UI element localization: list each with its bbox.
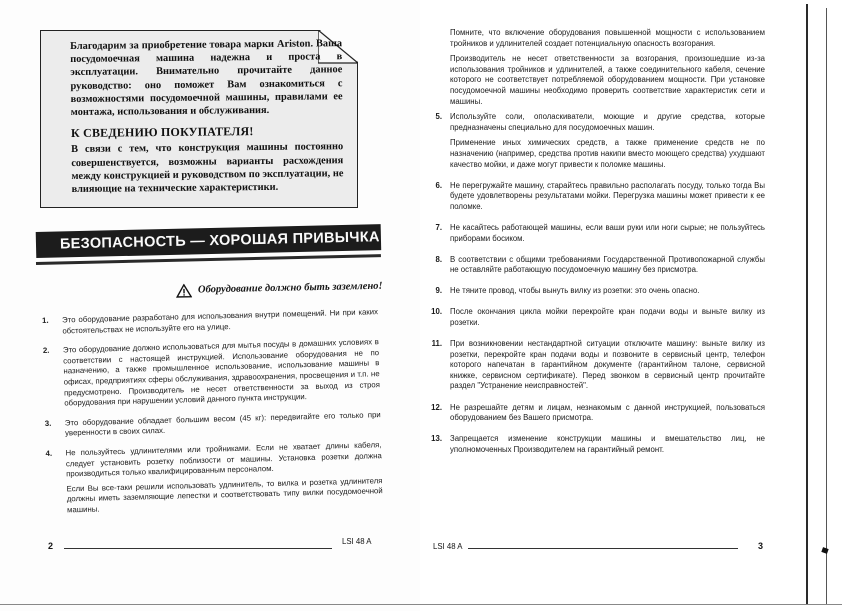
item-number: 3. — [44, 418, 52, 428]
item-number: 13. — [431, 434, 442, 444]
item-text — [63, 337, 381, 413]
info-box-notice: В связи с тем, что конструкция машины постоянно совершенствуется, возможны варианты расхождения между конструкцией и руководством по эксплуатации, не влияющие на технические характеристики. — [71, 141, 344, 196]
item-paragraph: Применение иных химических средств, а также применение средств не по назначению (например, средства против накипи вместо моющего средства) ухудшают качество мойки, и даже могут привести к поломке машины. — [450, 138, 765, 169]
list-item — [45, 440, 383, 520]
bottom-edge — [0, 604, 842, 605]
list-item — [430, 286, 765, 302]
item-paragraph: Это оборудование должно использоваться для мытья посуды в домашних условиях в соответствии с настоящей инструкцией. Использование оборудования не по назначению, а также промышленное использование, использование машины в офисах, предприятиях сферы обслуживания, здравоохранения, просвещения и т.п. не предусмотрено. Производитель не несет ответственности за выход из строя оборудования при нарушении условий данного пункта инструкции. — [62, 337, 381, 408]
item-number: 5. — [435, 112, 442, 122]
item-number: 6. — [435, 180, 442, 190]
item-text — [450, 255, 765, 281]
list-item — [430, 434, 765, 460]
list-item — [45, 410, 382, 444]
intro-text-2: Производитель не несет ответственности за возгорания, произошедшие из-за использования тройников и удлинителей, а также соединительного кабеля, сечение которого не соответствует потребляемой оборудованием мощности. При установке посудомоечной машины необходимо проверить соответствие характеристик сети и машины. — [450, 54, 765, 106]
item-paragraph: В соответствии с общими требованиями Государственной Противопожарной службы не оставляйте работающую посудомоечную машину без присмотра. — [450, 254, 765, 275]
warning-text: Оборудование должно быть заземлено! — [197, 280, 383, 296]
item-text — [450, 286, 765, 302]
item-number: 8. — [435, 254, 442, 264]
item-number: 7. — [435, 222, 442, 232]
info-box-intro: Благодарим за приобретение товара марки Ariston. Ваша посудомоечная машина надежна и проста в эксплуатации. Внимательно прочитайте данное руководство: оно поможет Вам ознакомиться с возможностями посудомоечной машины, правилами ее монтажа, использования и обслуживания. — [70, 38, 343, 119]
section-title: БЕЗОПАСНОСТЬ — ХОРОШАЯ ПРИВЫЧКА — [36, 224, 382, 258]
item-paragraph: Не тяните провод, чтобы вынуть вилку из розетки: это очень опасно. — [450, 286, 700, 296]
list-item — [430, 403, 765, 429]
item-text — [450, 434, 765, 460]
item-paragraph: После окончания цикла мойки перекройте кран подачи воды и выньте вилку из розетки. — [450, 307, 765, 327]
footer-rule-right — [468, 548, 738, 549]
footer-rule-left — [64, 548, 332, 549]
list-item — [43, 337, 381, 413]
item-number: 9. — [435, 286, 442, 296]
list-item — [430, 181, 765, 218]
item-paragraph: Используйте соли, ополаскиватели, моющие и другие средства, которые предназначены специально для посудомоечных машин. — [450, 112, 765, 132]
left-page — [0, 0, 420, 611]
item-paragraph: Не касайтесь работающей машины, если ваши руки или ноги сырые; не пользуйтесь приборами босиком. — [450, 222, 765, 243]
item-paragraph: Не разрешайте детям и лицам, незнакомым с данной инструкцией, пользоваться оборудованием без Вашего присмотра. — [450, 402, 765, 423]
page-number-right: 3 — [758, 541, 764, 551]
item-paragraph: При возникновении нестандартной ситуации отключите машину: выньте вилку из розетки, перекройте кран подачи воды и позвоните в сервисный центр, телефон которого напечатан в гарантийном документе (гарантийном талоне, сервисной книжке, сервисном сертификате). Перед звонком в сервисный центр прочитайте раздел "Устранение неисправностей". — [450, 339, 765, 391]
item-paragraph: Это оборудование обладает большим весом (45 кг): передвигайте его только при уверенности в своих силах. — [64, 409, 381, 438]
item-number: 11. — [431, 339, 442, 349]
item-text — [65, 410, 382, 443]
list-item — [430, 339, 765, 397]
item-text — [450, 403, 765, 429]
list-item — [430, 255, 765, 281]
item-text — [62, 307, 379, 340]
scan-mark — [821, 547, 828, 554]
list-item — [42, 307, 379, 341]
info-box-text — [70, 37, 344, 196]
item-text — [450, 223, 765, 249]
item-number: 4. — [45, 448, 53, 458]
grounding-warning — [176, 280, 386, 298]
page-edge-right — [806, 4, 808, 604]
intro-para-2 — [430, 54, 765, 107]
info-box-title: К СВЕДЕНИЮ ПОКУПАТЕЛЯ! — [70, 124, 254, 141]
item-paragraph: Не перегружайте машину, старайтесь правильно располагать посуду, только тогда Вы будете удовлетворены результатами мойки. Перегрузка машины может привести к ее поломке. — [450, 180, 765, 211]
intro-text-1: Помните, что включение оборудования повышенной мощности с использованием тройников и удлинителей создает потенциальную опасность возгорания. — [450, 28, 765, 48]
item-number: 1. — [42, 315, 49, 325]
item-number: 2. — [42, 346, 50, 356]
list-item — [430, 112, 765, 175]
page-number-left: 2 — [48, 541, 54, 551]
item-text — [450, 307, 765, 333]
safety-list-left — [42, 307, 383, 525]
model-label-right: LSI 48 A — [433, 542, 463, 551]
item-paragraph: Если Вы все-таки решили использовать удлинитель, то вилка и розетка удлинителя должны иметь заземляющие лепестки и соответствовать типу вилки посудомоечной машины. — [66, 475, 383, 515]
item-text — [450, 112, 765, 175]
item-number: 12. — [431, 402, 442, 412]
item-text — [450, 181, 765, 218]
intro-para-1 — [430, 28, 765, 49]
warning-triangle-icon — [176, 284, 192, 298]
item-text — [450, 339, 765, 397]
item-paragraph: Это оборудование разработано для использования внутри помещений. Ни при каких обстоятельствах не используйте его на улице. — [61, 307, 379, 336]
list-item — [430, 223, 765, 249]
item-number: 10. — [431, 307, 442, 317]
page-edge-far-right — [826, 8, 827, 604]
model-label-left: LSI 48 A — [342, 537, 372, 546]
safety-list-right — [430, 28, 765, 466]
item-paragraph: Не пользуйтесь удлинителями или тройниками. Если не хватает длины кабеля, следует установить розетку поблизости от машины. Установка розетки должна производиться только квалифицированным персоналом. — [65, 440, 382, 479]
list-item — [430, 307, 765, 333]
item-text — [65, 440, 383, 520]
item-paragraph: Запрещается изменение конструкции машины и вмешательство лиц, не уполномоченных Производителем на гарантийный ремонт. — [450, 434, 765, 454]
